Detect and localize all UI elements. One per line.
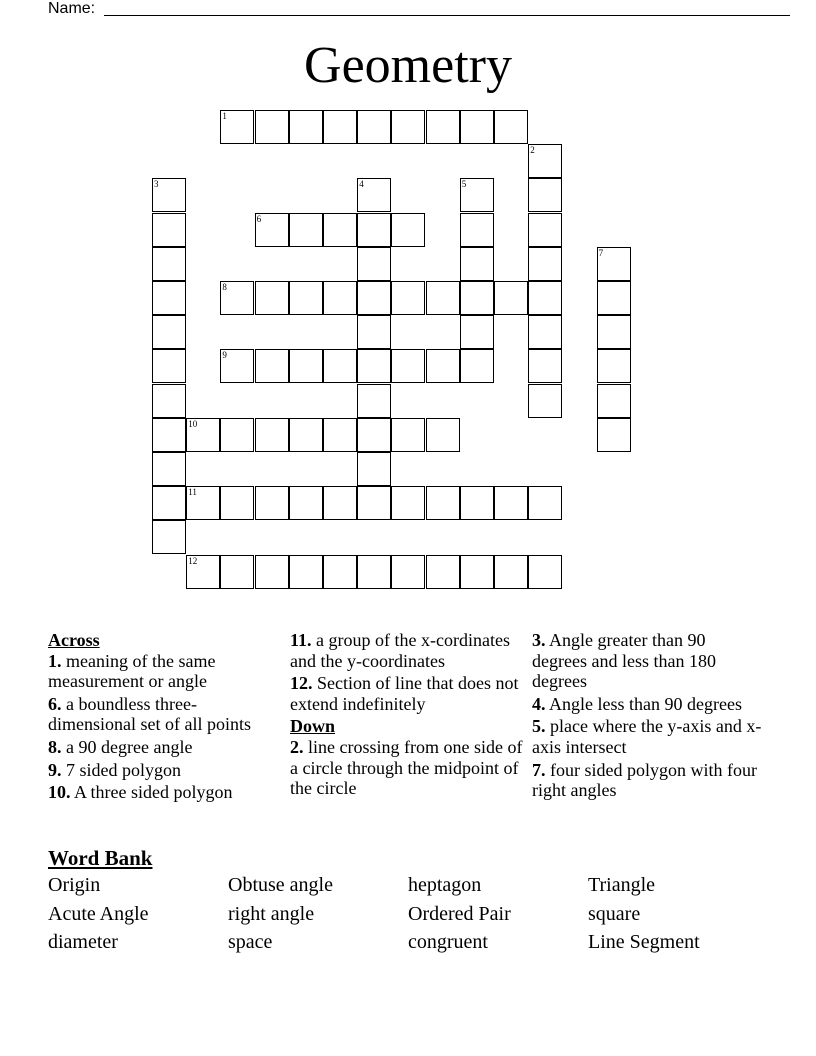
- crossword-cell[interactable]: [597, 315, 631, 349]
- clues-column-3: [532, 630, 762, 803]
- clue-down-7: 7. four sided polygon with four right angles: [532, 759, 757, 801]
- word-bank-item: Origin: [48, 874, 101, 896]
- word-bank-item: diameter: [48, 931, 118, 953]
- crossword-cell[interactable]: [426, 486, 460, 520]
- word-bank-item: space: [228, 931, 273, 953]
- crossword-cell[interactable]: [186, 418, 220, 452]
- crossword-cell[interactable]: [152, 178, 186, 212]
- crossword-cell[interactable]: [460, 110, 494, 144]
- crossword-cell[interactable]: [426, 418, 460, 452]
- crossword-cell[interactable]: [152, 315, 186, 349]
- crossword-cell[interactable]: [391, 418, 425, 452]
- crossword-cell[interactable]: [220, 555, 254, 589]
- crossword-cell[interactable]: [152, 349, 186, 383]
- crossword-cell[interactable]: [494, 281, 528, 315]
- crossword-cell[interactable]: [289, 213, 323, 247]
- crossword-cell[interactable]: [152, 520, 186, 554]
- crossword-cell[interactable]: [289, 281, 323, 315]
- crossword-cell[interactable]: [597, 418, 631, 452]
- crossword-cell[interactable]: [528, 384, 562, 418]
- crossword-cell[interactable]: [152, 247, 186, 281]
- clue-across-11: 11. a group of the x-cordinates and the y-coordinates: [290, 630, 510, 671]
- crossword-cell[interactable]: [255, 555, 289, 589]
- crossword-cell[interactable]: [528, 178, 562, 212]
- crossword-cell[interactable]: [357, 384, 391, 418]
- crossword-cell[interactable]: [528, 281, 562, 315]
- crossword-cell[interactable]: [597, 247, 631, 281]
- crossword-cell[interactable]: [152, 281, 186, 315]
- clue-across-12: 12. Section of line that does not extend indefinitely: [290, 673, 519, 714]
- crossword-cell[interactable]: [357, 486, 391, 520]
- crossword-cell[interactable]: [460, 349, 494, 383]
- crossword-cell[interactable]: [289, 555, 323, 589]
- crossword-cell[interactable]: [528, 247, 562, 281]
- crossword-cell[interactable]: [494, 110, 528, 144]
- clue-number: 9: [222, 350, 227, 361]
- clue-number: 3: [154, 179, 159, 190]
- crossword-cell[interactable]: [357, 418, 391, 452]
- word-bank-item: Acute Angle: [48, 903, 149, 925]
- crossword-cell[interactable]: [152, 213, 186, 247]
- crossword-cell[interactable]: [460, 281, 494, 315]
- clue-number: 10: [188, 418, 198, 429]
- crossword-cell[interactable]: [255, 486, 289, 520]
- crossword-cell[interactable]: [528, 486, 562, 520]
- crossword-cell[interactable]: [357, 178, 391, 212]
- crossword-cell[interactable]: [323, 349, 357, 383]
- clue-number: 11: [188, 487, 197, 498]
- crossword-cell[interactable]: [426, 349, 460, 383]
- clue-down-3: 3. Angle greater than 90 degrees and less than 180 degrees: [532, 630, 716, 692]
- crossword-cell[interactable]: [323, 418, 357, 452]
- crossword-cell[interactable]: [357, 281, 391, 315]
- word-bank-item: right angle: [228, 903, 315, 925]
- word-bank-title: Word Bank: [48, 846, 153, 870]
- crossword-cell[interactable]: [255, 349, 289, 383]
- crossword-cell[interactable]: [220, 349, 254, 383]
- crossword-cell[interactable]: [528, 213, 562, 247]
- crossword-cell[interactable]: [528, 349, 562, 383]
- crossword-cell[interactable]: [289, 349, 323, 383]
- crossword-cell[interactable]: [426, 555, 460, 589]
- crossword-cell[interactable]: [597, 384, 631, 418]
- crossword-cell[interactable]: [460, 315, 494, 349]
- crossword-cell[interactable]: [220, 281, 254, 315]
- crossword-cell[interactable]: [357, 315, 391, 349]
- clue-number: 4: [359, 179, 364, 190]
- crossword-cell[interactable]: [357, 247, 391, 281]
- crossword-cell[interactable]: [255, 418, 289, 452]
- crossword-cell[interactable]: [494, 486, 528, 520]
- crossword-cell[interactable]: [289, 486, 323, 520]
- crossword-cell[interactable]: [357, 213, 391, 247]
- clue-across-6: 6. a boundless three-dimensional set of all points: [48, 693, 251, 735]
- crossword-cell[interactable]: [357, 110, 391, 144]
- clue-number: 1: [222, 111, 227, 121]
- clue-number: 6: [256, 213, 262, 224]
- crossword-cell[interactable]: [357, 349, 391, 383]
- crossword-cell[interactable]: [323, 281, 357, 315]
- word-bank-item: heptagon: [408, 874, 482, 896]
- clues-column-2: [290, 630, 525, 801]
- crossword-cell[interactable]: [426, 281, 460, 315]
- crossword-cell[interactable]: [494, 555, 528, 589]
- crossword-cell[interactable]: [357, 452, 391, 486]
- crossword-cell[interactable]: [460, 247, 494, 281]
- crossword-cell[interactable]: [323, 110, 357, 144]
- crossword-cell[interactable]: [391, 281, 425, 315]
- crossword-cell[interactable]: [323, 555, 357, 589]
- crossword-cell[interactable]: [357, 555, 391, 589]
- crossword-cell[interactable]: [528, 315, 562, 349]
- crossword-cell[interactable]: [391, 486, 425, 520]
- crossword-cell[interactable]: [255, 110, 289, 144]
- clues-column-1: [48, 630, 283, 805]
- crossword-cell[interactable]: [460, 486, 494, 520]
- crossword-cell[interactable]: [528, 144, 562, 178]
- clue-across-9: 9. 7 sided polygon: [48, 759, 181, 780]
- clue-number: 8: [222, 282, 227, 292]
- crossword-cell[interactable]: [255, 281, 289, 315]
- crossword-cell[interactable]: [460, 555, 494, 589]
- crossword-cell[interactable]: [255, 213, 289, 247]
- clue-number: 12: [188, 555, 198, 566]
- crossword-cell[interactable]: [597, 281, 631, 315]
- page-title: Geometry: [304, 37, 512, 94]
- name-label: Name:: [48, 0, 96, 17]
- crossword-cell[interactable]: [186, 486, 220, 520]
- crossword-cell[interactable]: [220, 110, 254, 144]
- down-heading: Down: [290, 716, 336, 737]
- clue-number: 5: [461, 179, 467, 190]
- clue-number: 7: [598, 247, 604, 258]
- clue-across-10: 10. A three sided polygon: [48, 782, 233, 803]
- word-bank-item: congruent: [408, 931, 488, 953]
- clue-across-1: 1. meaning of the same measurement or angle: [48, 650, 216, 692]
- crossword-cell[interactable]: [220, 486, 254, 520]
- clue-down-4: 4. Angle less than 90 degrees: [532, 693, 742, 714]
- word-bank-item: square: [588, 903, 641, 925]
- crossword-cell[interactable]: [391, 349, 425, 383]
- word-bank-item: Obtuse angle: [228, 874, 333, 896]
- crossword-cell[interactable]: [186, 555, 220, 589]
- crossword-cell[interactable]: [460, 213, 494, 247]
- word-bank-item: Triangle: [588, 874, 656, 896]
- crossword-cell[interactable]: [289, 110, 323, 144]
- crossword-cell[interactable]: [391, 110, 425, 144]
- clue-down-2: 2. line crossing from one side of a circle through the midpoint of the circle: [290, 736, 523, 799]
- word-bank-item: Line Segment: [588, 931, 700, 953]
- crossword-cell[interactable]: [528, 555, 562, 589]
- crossword-cell[interactable]: [220, 418, 254, 452]
- crossword-cell[interactable]: [152, 452, 186, 486]
- crossword-cell[interactable]: [152, 384, 186, 418]
- crossword-cell[interactable]: [289, 418, 323, 452]
- crossword-cell[interactable]: [152, 486, 186, 520]
- crossword-cell[interactable]: [597, 349, 631, 383]
- crossword-cell[interactable]: [460, 178, 494, 212]
- crossword-cell[interactable]: [391, 213, 425, 247]
- word-bank-item: Ordered Pair: [408, 903, 511, 925]
- crossword-cell[interactable]: [426, 110, 460, 144]
- clue-number: 2: [530, 145, 535, 156]
- clue-down-5: 5. place where the y-axis and x-axis intersect: [532, 716, 762, 757]
- across-heading: Across: [48, 630, 100, 650]
- crossword-cell[interactable]: [391, 555, 425, 589]
- crossword-cell[interactable]: [323, 486, 357, 520]
- crossword-cell[interactable]: [323, 213, 357, 247]
- clue-across-8: 8. a 90 degree angle: [48, 736, 193, 757]
- crossword-cell[interactable]: [152, 418, 186, 452]
